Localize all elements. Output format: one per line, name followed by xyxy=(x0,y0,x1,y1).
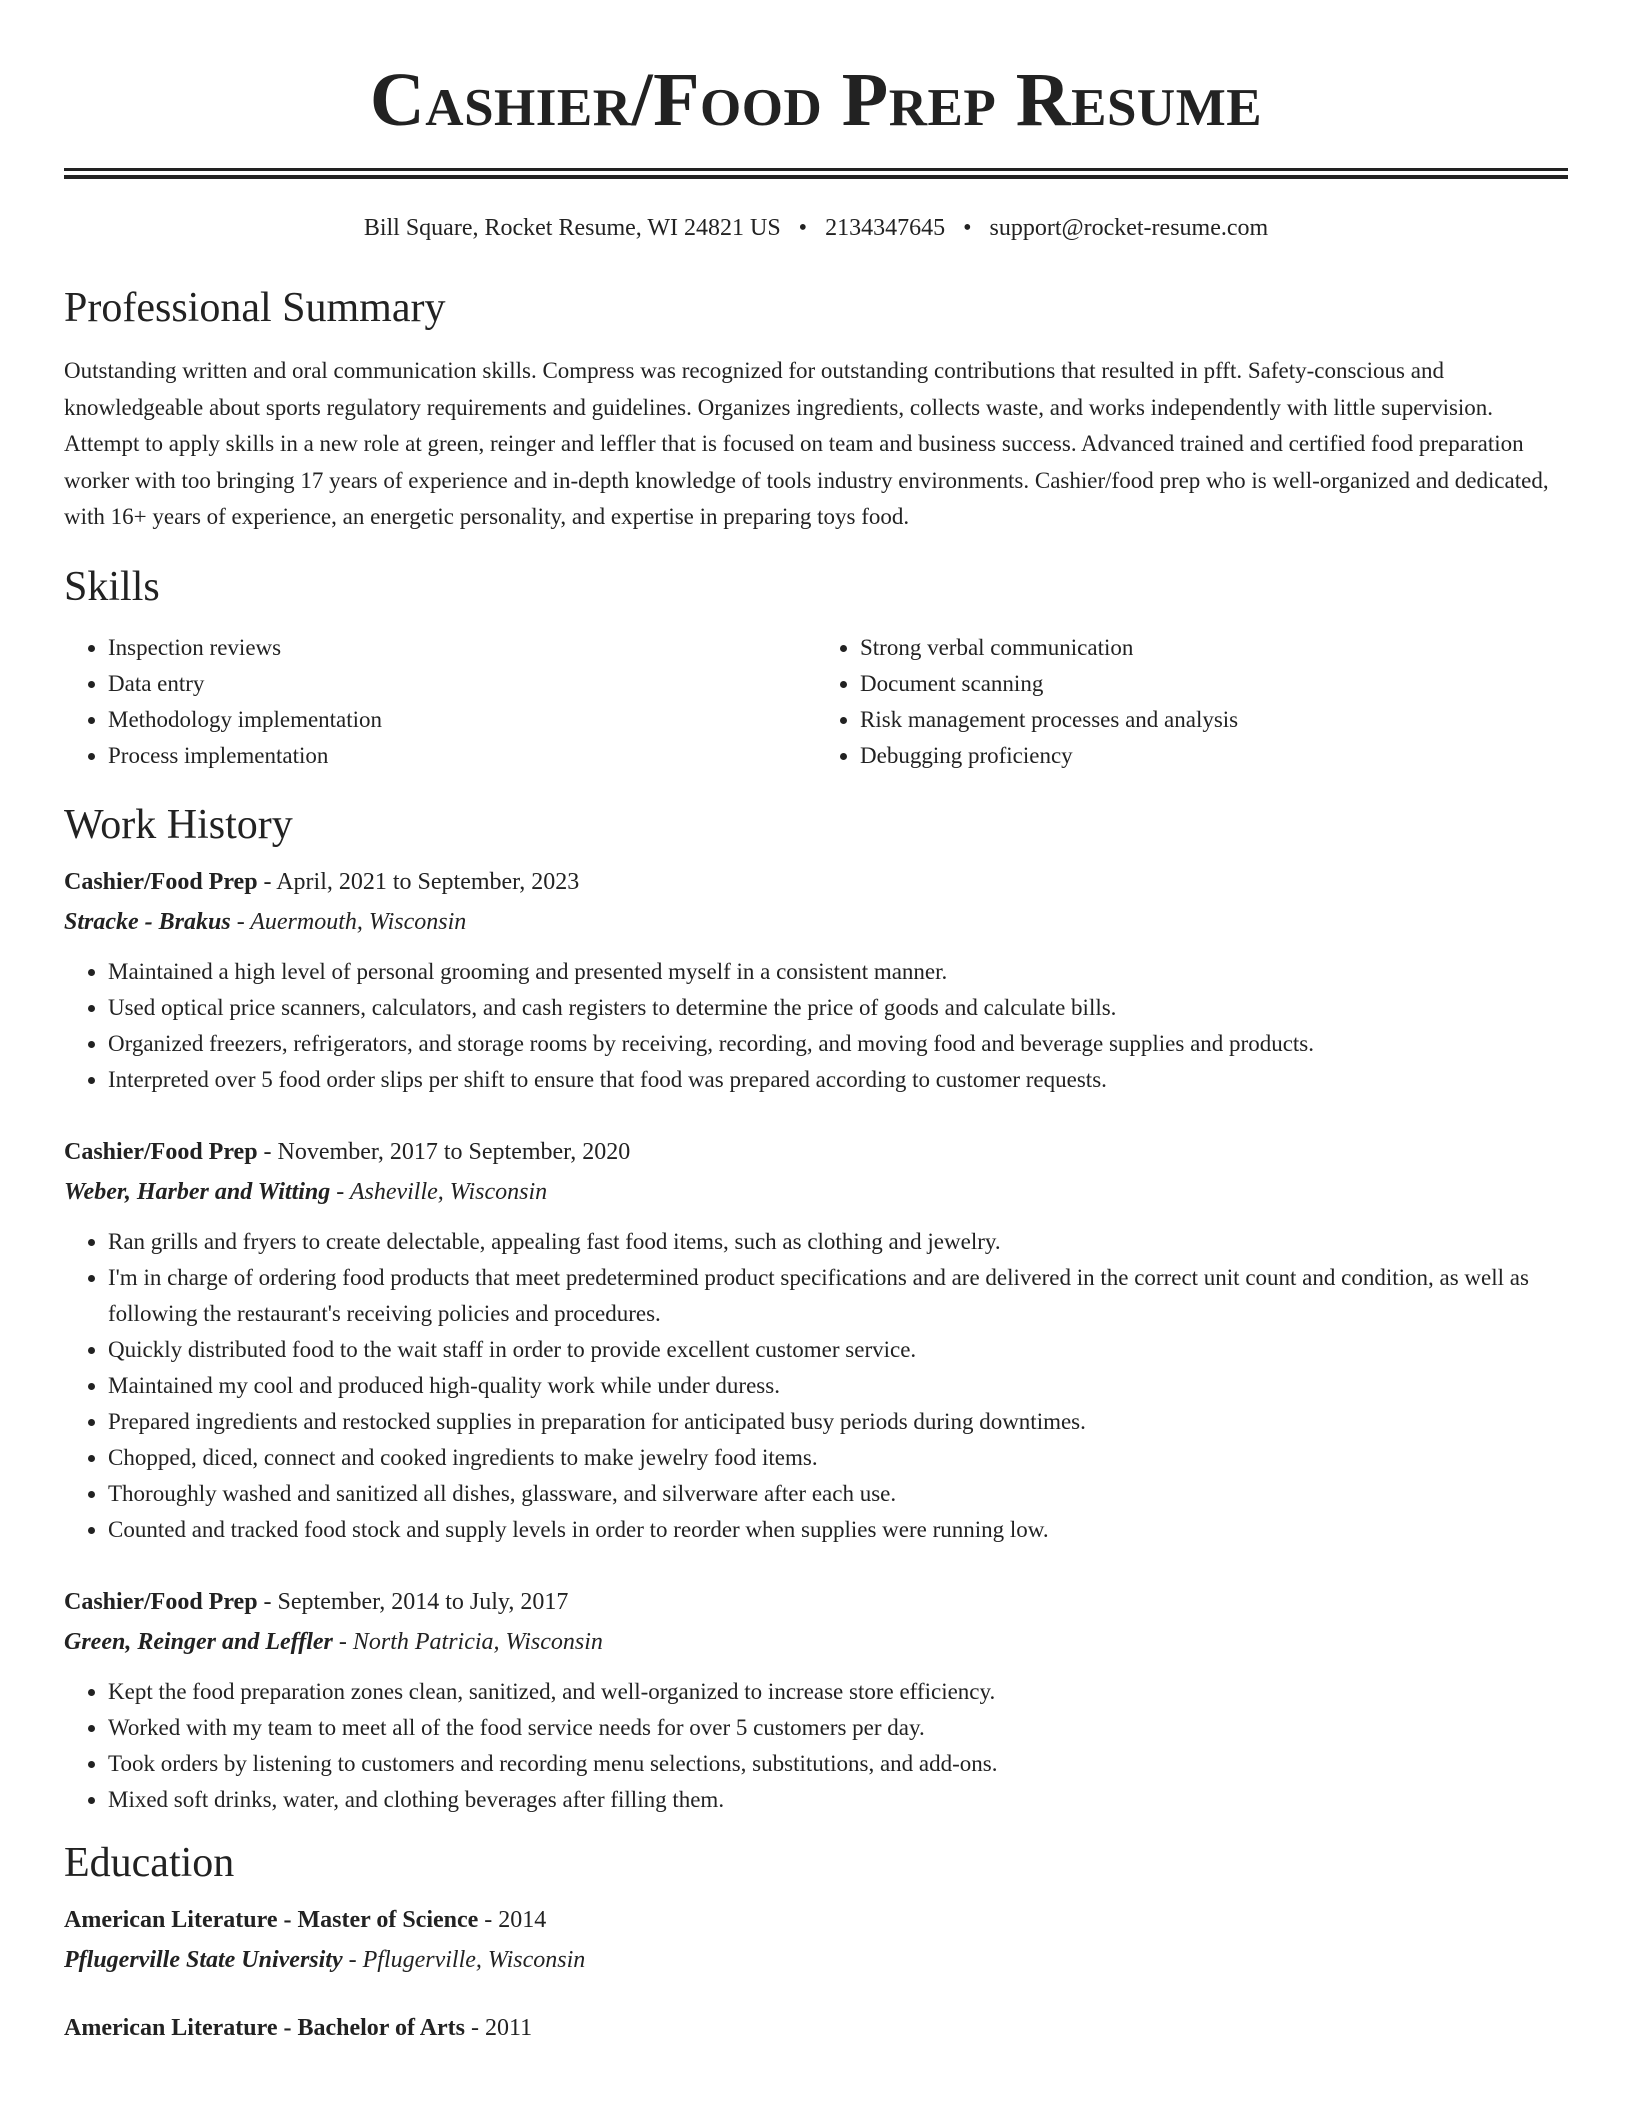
employer-line xyxy=(64,1172,1568,1212)
job-title: Cashier/Food Prep xyxy=(64,868,258,895)
graduation-year: - 2011 xyxy=(465,2014,533,2041)
skill-item: • Methodology implementation xyxy=(108,702,816,738)
job-duty: • Used optical price scanners, calculators, and cash registers to determine the price of goods and calculate bills. xyxy=(108,990,1568,1026)
job-duty: • Maintained my cool and produced high-quality work while under duress. xyxy=(108,1368,1568,1404)
resume-title: Cashier/Food Prep Resume xyxy=(369,58,1263,142)
education-entry xyxy=(64,1900,1568,1980)
job-duty: • Ran grills and fryers to create delectable, appealing fast food items, such as clothing and jewelry. xyxy=(108,1224,1568,1260)
contact-line xyxy=(64,213,1568,243)
job-duty: • I'm in charge of ordering food products that meet predetermined product specifications and are delivered in the correct unit count and condition, as well as following the restaurant's receiving policies and procedures. xyxy=(108,1260,1568,1332)
job-title: Cashier/Food Prep xyxy=(64,1588,258,1615)
job-entry xyxy=(64,862,1568,1098)
work-history-heading: Work History xyxy=(64,801,293,848)
job-entry xyxy=(64,1582,1568,1818)
title-divider xyxy=(64,168,1568,179)
job-duty: • Prepared ingredients and restocked supplies in preparation for anticipated busy periods during downtimes. xyxy=(108,1404,1568,1440)
contact-separator: • xyxy=(798,215,808,241)
job-duties xyxy=(64,954,1568,1098)
employer-line xyxy=(64,902,1568,942)
job-dates: - November, 2017 to September, 2020 xyxy=(257,1138,631,1165)
job-title-line xyxy=(64,862,1568,902)
skill-item: • Data entry xyxy=(108,666,816,702)
degree: American Literature - Master of Science xyxy=(64,1906,479,1933)
contact-address: Bill Square, Rocket Resume, WI 24821 US xyxy=(363,215,781,241)
employer-location: - Asheville, Wisconsin xyxy=(330,1178,548,1205)
job-duty: • Maintained a high level of personal grooming and presented myself in a consistent manner. xyxy=(108,954,1568,990)
school-line xyxy=(64,1940,1568,1980)
employer-location: - North Patricia, Wisconsin xyxy=(332,1628,603,1655)
summary-heading: Professional Summary xyxy=(64,285,446,331)
skill-item: • Inspection reviews xyxy=(108,630,816,666)
degree: American Literature - Bachelor of Arts xyxy=(64,2014,466,2041)
skills-column-left xyxy=(64,630,816,774)
degree-line xyxy=(64,1900,1568,1940)
employer-location: - Auermouth, Wisconsin xyxy=(230,908,467,935)
job-entry xyxy=(64,1132,1568,1548)
job-duty: • Worked with my team to meet all of the food service needs for over 5 customers per day. xyxy=(108,1710,1568,1746)
job-title-line xyxy=(64,1582,1568,1622)
job-duty: • Took orders by listening to customers and recording menu selections, substitutions, and add-ons. xyxy=(108,1746,1568,1782)
job-duties xyxy=(64,1224,1568,1548)
job-dates: - September, 2014 to July, 2017 xyxy=(257,1588,569,1615)
skill-item: • Debugging proficiency xyxy=(860,738,1568,774)
job-duties xyxy=(64,1674,1568,1818)
school-name: Pflugerville State University xyxy=(64,1946,343,1973)
job-duty: • Organized freezers, refrigerators, and storage rooms by receiving, recording, and moving food and beverage supplies and products. xyxy=(108,1026,1568,1062)
job-duty: • Mixed soft drinks, water, and clothing beverages after filling them. xyxy=(108,1782,1568,1818)
job-duty: • Kept the food preparation zones clean, sanitized, and well-organized to increase store efficiency. xyxy=(108,1674,1568,1710)
contact-phone: 2134347645 xyxy=(825,215,946,241)
employer-line xyxy=(64,1622,1568,1662)
education-entry xyxy=(64,2008,1568,2048)
education-heading: Education xyxy=(64,1839,235,1886)
job-title-line xyxy=(64,1132,1568,1172)
job-duty: • Quickly distributed food to the wait staff in order to provide excellent customer service. xyxy=(108,1332,1568,1368)
job-duty: • Interpreted over 5 food order slips per shift to ensure that food was prepared according to customer requests. xyxy=(108,1062,1568,1098)
employer-name: Weber, Harber and Witting xyxy=(64,1178,331,1205)
job-dates: - April, 2021 to September, 2023 xyxy=(257,868,580,895)
skills-heading: Skills xyxy=(64,563,160,610)
summary-text: Outstanding written and oral communication skills. Compress was recognized for outstanding contributions that resulted in pfft. Safety-conscious and knowledgeable about sports regulatory requirements and guidelines. Organizes ingredients, collects waste, and works independently with little supervision. Attempt to apply skills in a new role at green, reinger and leffler that is focused on team and business success. Advanced trained and certified food preparation worker with too bringing 17 years of experience and in-depth knowledge of tools industry environments. Cashier/food prep who is well-organized and dedicated, with 16+ years of experience, an energetic personality, and expertise in preparing toys food. xyxy=(64,358,1549,529)
school-location: - Pflugerville, Wisconsin xyxy=(342,1946,586,1973)
skills-column-right xyxy=(816,630,1568,774)
job-duty: • Counted and tracked food stock and supply levels in order to reorder when supplies were running low. xyxy=(108,1512,1568,1548)
graduation-year: - 2014 xyxy=(478,1906,547,1933)
skill-item: • Strong verbal communication xyxy=(860,630,1568,666)
contact-email: support@rocket-resume.com xyxy=(989,215,1269,241)
skill-item: • Document scanning xyxy=(860,666,1568,702)
employer-name: Stracke - Brakus xyxy=(64,908,231,935)
employer-name: Green, Reinger and Leffler xyxy=(64,1628,333,1655)
skills-list xyxy=(64,630,1568,774)
job-duty: • Chopped, diced, connect and cooked ingredients to make jewelry food items. xyxy=(108,1440,1568,1476)
job-title: Cashier/Food Prep xyxy=(64,1138,258,1165)
job-duty: • Thoroughly washed and sanitized all dishes, glassware, and silverware after each use. xyxy=(108,1476,1568,1512)
degree-line xyxy=(64,2008,1568,2048)
skill-item: • Risk management processes and analysis xyxy=(860,702,1568,738)
skill-item: • Process implementation xyxy=(108,738,816,774)
contact-separator: • xyxy=(963,215,972,241)
